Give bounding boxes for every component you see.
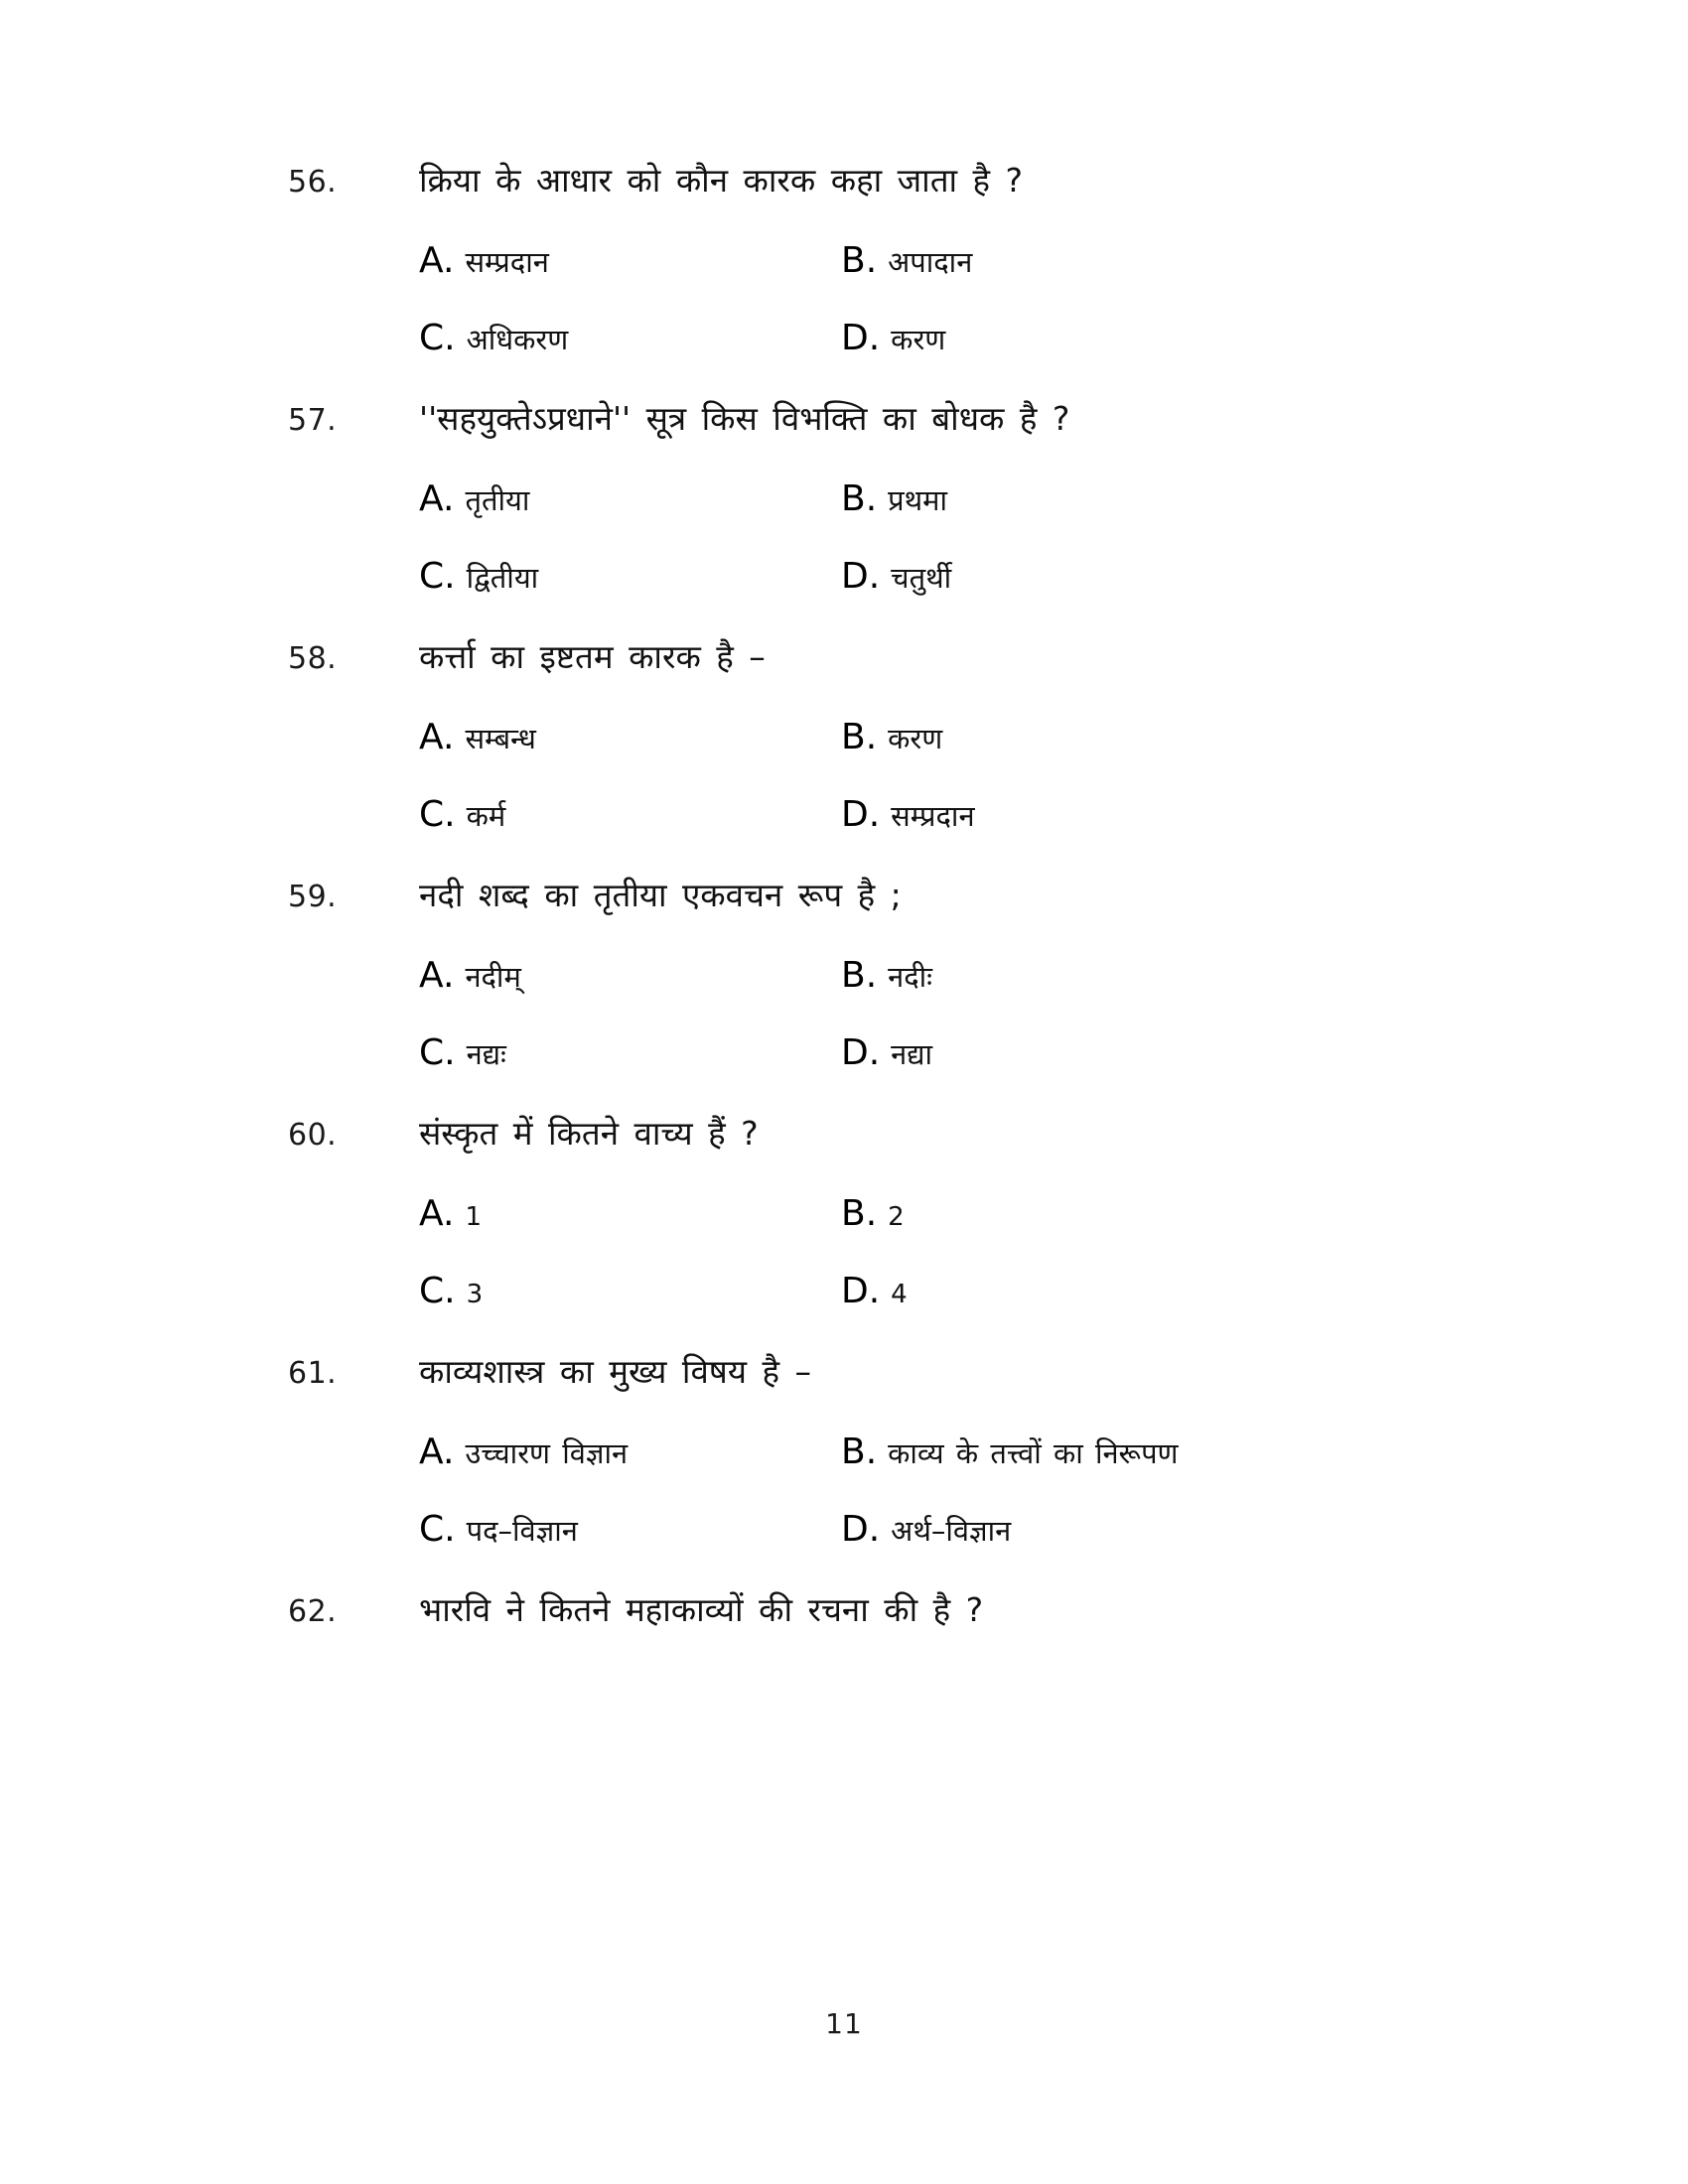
question-spacer [288,371,1460,397]
option-a[interactable] [419,1430,841,1474]
option-letter: C. [419,1271,456,1311]
question-spacer [288,1563,1460,1588]
option-text: नदीः [888,960,933,994]
option-text: 2 [888,1202,905,1232]
option-c[interactable] [419,1507,841,1552]
option-c[interactable] [419,316,841,360]
option-letter: D. [841,1032,881,1073]
option-letter: C. [419,318,456,358]
question-block [288,159,1460,397]
questions-container [288,159,1460,1672]
option-letter: D. [841,1271,881,1311]
option-letter: B. [841,1193,878,1234]
option-b[interactable] [841,953,1460,998]
option-text: अर्थ–विज्ञान [891,1514,1012,1548]
option-text: नदीम् [465,960,521,994]
option-row [288,1507,1460,1563]
question-block [288,397,1460,635]
option-letter: B. [841,955,878,996]
option-d[interactable] [841,554,1460,599]
question-spacer [288,610,1460,635]
option-letter: B. [841,478,878,519]
option-b[interactable] [841,477,1460,521]
option-text: उच्चारण विज्ञान [465,1436,629,1470]
question-number: 58. [288,641,338,676]
option-letter: C. [419,794,456,835]
page-number: 11 [825,2007,863,2040]
option-c[interactable] [419,1030,841,1075]
question-spacer [288,1646,1460,1672]
option-a[interactable] [419,953,841,998]
question-text: भारवि ने कितने महाकाव्यों की रचना की है ? [419,1590,984,1629]
option-letter: B. [841,240,878,281]
question-block [288,1350,1460,1588]
question-number: 59. [288,880,338,914]
option-letter: D. [841,794,881,835]
option-letter: A. [419,1432,455,1472]
option-text: करण [891,323,946,356]
option-text: 4 [891,1280,908,1309]
option-text: नद्यः [466,1037,506,1071]
question-text: संस्कृत में कितने वाच्य हैं ? [419,1114,759,1153]
option-row [288,953,1460,1009]
option-letter: D. [841,318,881,358]
option-row [288,316,1460,371]
option-text: कर्म [466,799,506,833]
option-text: काव्य के तत्त्वों का निरूपण [888,1436,1179,1470]
option-letter: A. [419,478,455,519]
option-a[interactable] [419,1191,841,1236]
question-stem-row [288,874,1460,931]
option-b[interactable] [841,715,1460,759]
option-text: द्वितीया [466,561,539,595]
question-stem-row [288,1588,1460,1646]
question-stem-row [288,397,1460,455]
option-c[interactable] [419,1269,841,1313]
option-letter: B. [841,717,878,757]
option-a[interactable] [419,477,841,521]
question-number: 56. [288,165,338,200]
question-block [288,1112,1460,1350]
option-b[interactable] [841,1191,1460,1236]
option-text: नद्या [891,1037,933,1071]
option-text: अपादान [888,245,973,279]
question-stem-row [288,1350,1460,1408]
question-spacer [288,1324,1460,1350]
option-letter: C. [419,1032,456,1073]
option-text: पद–विज्ञान [466,1514,578,1548]
option-row [288,1269,1460,1324]
option-d[interactable] [841,1030,1460,1075]
option-text: तृतीया [465,483,530,517]
option-d[interactable] [841,316,1460,360]
option-row [288,715,1460,770]
option-row [288,554,1460,610]
question-stem-row [288,635,1460,693]
option-b[interactable] [841,1430,1460,1474]
option-row [288,1030,1460,1086]
option-text: 1 [465,1202,482,1232]
option-text: सम्प्रदान [891,799,975,833]
option-a[interactable] [419,715,841,759]
question-block [288,635,1460,874]
option-text: चतुर्थी [891,561,952,595]
question-stem-row [288,1112,1460,1169]
question-number: 61. [288,1356,338,1391]
option-letter: A. [419,717,455,757]
option-text: सम्प्रदान [465,245,549,279]
question-number: 57. [288,403,338,438]
option-row [288,792,1460,848]
question-block [288,1588,1460,1672]
question-text: क्रिया के आधार को कौन कारक कहा जाता है ? [419,161,1024,200]
option-a[interactable] [419,238,841,283]
option-b[interactable] [841,238,1460,283]
question-spacer [288,848,1460,874]
option-c[interactable] [419,554,841,599]
option-text: प्रथमा [888,483,948,517]
page-footer [0,2007,1688,2040]
question-text: ''सहयुक्तेऽप्रधाने'' सूत्र किस विभक्ति का बोधक है ? [419,399,1070,438]
option-row [288,1430,1460,1485]
option-text: 3 [466,1280,484,1309]
option-text: करण [888,722,943,755]
option-row [288,477,1460,532]
question-stem-row [288,159,1460,216]
option-letter: A. [419,1193,455,1234]
option-text: सम्बन्ध [465,722,536,755]
question-number: 62. [288,1594,338,1629]
option-d[interactable] [841,1269,1460,1313]
option-letter: C. [419,556,456,597]
option-text: अधिकरण [466,323,569,356]
question-text: काव्यशास्त्र का मुख्य विषय है – [419,1352,812,1391]
question-number: 60. [288,1118,338,1153]
option-row [288,1191,1460,1247]
question-spacer [288,1086,1460,1112]
option-letter: D. [841,1509,881,1550]
option-letter: B. [841,1432,878,1472]
question-block [288,874,1460,1112]
option-d[interactable] [841,792,1460,837]
option-c[interactable] [419,792,841,837]
option-letter: D. [841,556,881,597]
option-d[interactable] [841,1507,1460,1552]
question-text: कर्त्ता का इष्टतम कारक है – [419,637,766,676]
option-letter: C. [419,1509,456,1550]
option-letter: A. [419,240,455,281]
option-row [288,238,1460,294]
option-letter: A. [419,955,455,996]
question-text: नदी शब्द का तृतीया एकवचन रूप है ; [419,876,902,914]
